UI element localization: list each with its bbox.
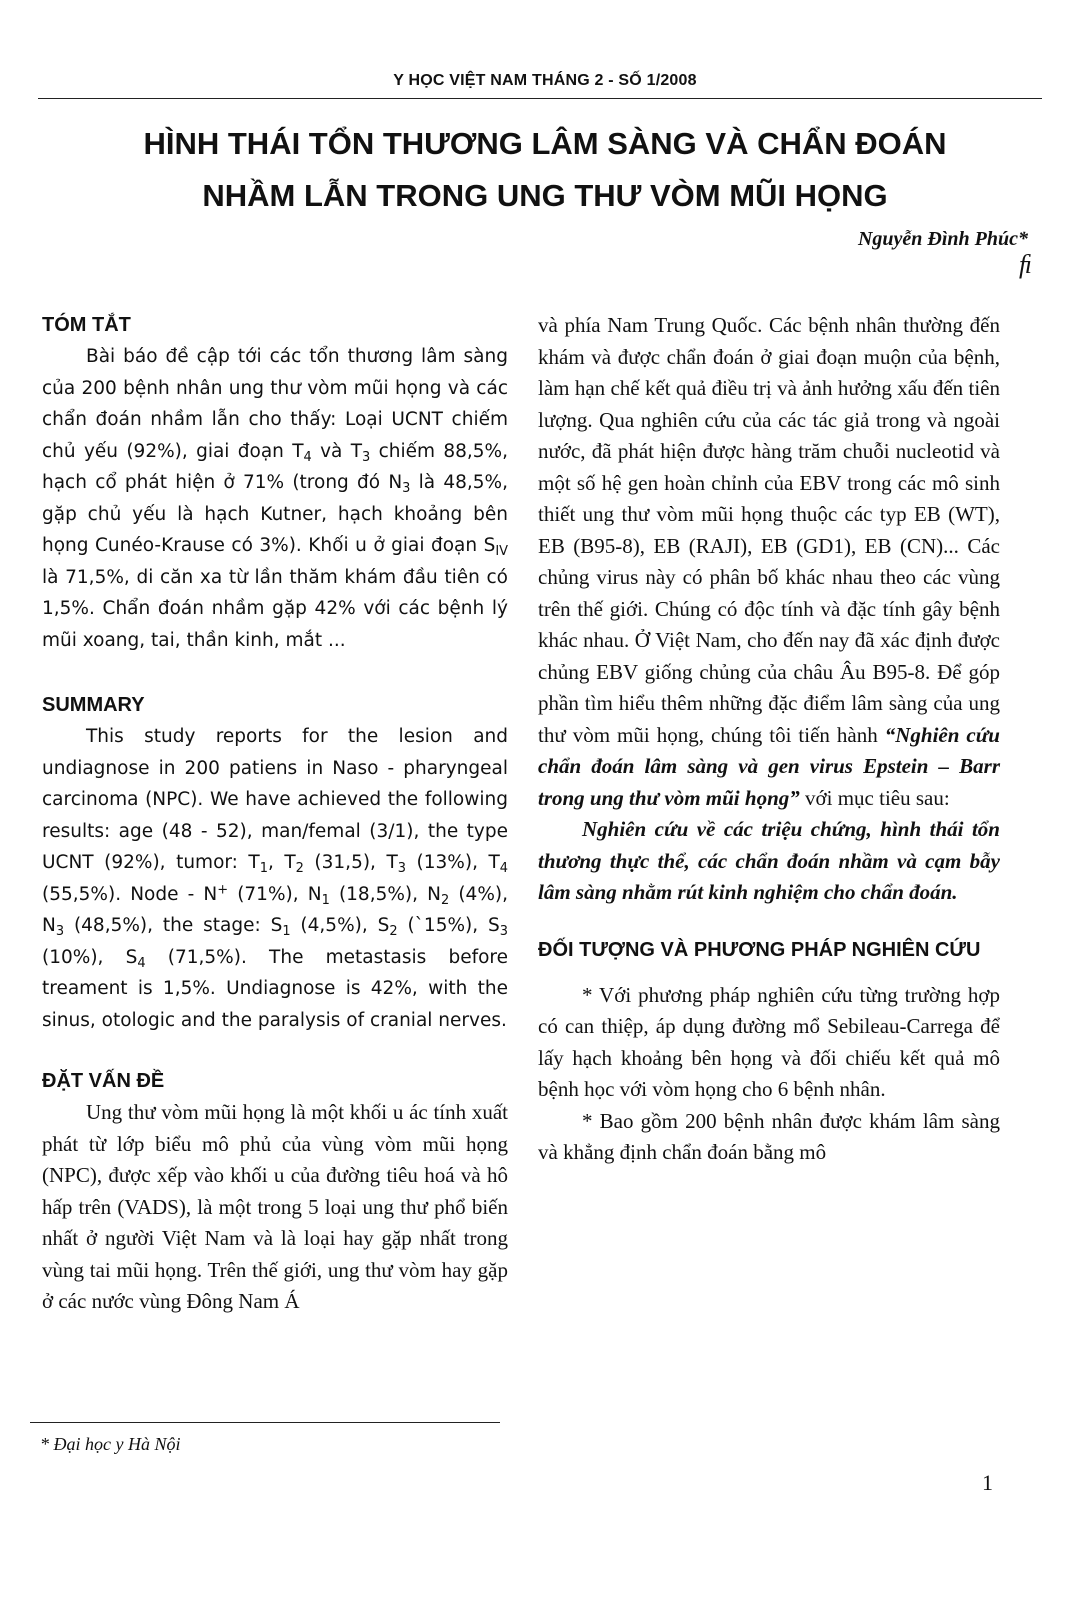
title-line-2: NHẦM LẪN TRONG UNG THƯ VÒM MŨI HỌNG (202, 178, 888, 213)
handwritten-signature: ﬁ (1019, 250, 1032, 279)
footnote-rule (30, 1422, 500, 1423)
study-objective: Nghiên cứu về các triệu chứng, hình thái tổn thương thực thể, các chẩn đoán nhầm và cạm bẫy lâm sàng nhằm rút kinh nghiệm cho chẩn đoán. (538, 817, 1000, 904)
study-title: “Nghiên cứu chẩn đoán lâm sàng và gen virus Epstein – Barr trong ung thư vòm mũi họng” (538, 722, 1000, 810)
summary-heading: SUMMARY (42, 694, 145, 716)
page-number: 1 (982, 1470, 993, 1495)
abstract-vn-heading: TÓM TẮT (42, 314, 131, 336)
methods-paragraph-1: * Với phương pháp nghiên cứu từng trường hợp có can thiệp, áp dụng đường mổ Sebileau-Carrega để lấy hạch khoảng bên họng và đối chiếu kết quả mô bệnh học với vòm họng cho 6 bệnh nhân. (538, 982, 1000, 1101)
methods-paragraph-2: * Bao gồm 200 bệnh nhân được khám lâm sàng và khẳng định chẩn đoán bằng mô (538, 1108, 1000, 1164)
intro-paragraph: Ung thư vòm mũi họng là một khối u ác tính xuất phát từ lớp biểu mô phủ của vùng vòm mũi họng (NPC), được xếp vào khối u của đường tiêu hoá và hô hấp trên (VADS), là một trong 5 loại ung thư phổ biến nhất ở người Việt Nam và là loại hay gặp nhất trong vùng tai mũi họng. Trên thế giới, ung thư vòm hay gặp ở các nước vùng Đông Nam Á (42, 1100, 508, 1313)
abstract-vn-text: Bài báo đề cập tới các tổn thương lâm sàng của 200 bệnh nhân ung thư vòm mũi họng và các chẩn đoán nhầm lẫn cho thấy: Loại UCNT chiếm chủ yếu (92%), giai đoạn $T_4$ và $T_3$ chiếm 88,5%, hạch cổ phát hiện ở 71% (trong đó $N_3$ là 48,5%, gặp chủ yếu là hạch Kutner, hạch khoảng bên họng Cunéo-Krause có 3%). Khối u ở giai đoạn $S_{IV}$ là 71,5%, di căn xa từ lần thăm khám đầu tiên có 1,5%. Chẩn đoán nhầm gặp 42% với các bệnh lý mũi xoang, tai, thần kinh, mắt ... (42, 346, 509, 651)
left-column (42, 310, 508, 1318)
author-name: Nguyễn Đình Phúc* (857, 228, 1028, 250)
journal-header: Y HỌC VIỆT NAM THÁNG 2 - SỐ 1/2008 (393, 72, 697, 89)
title-line-1: HÌNH THÁI TỔN THƯƠNG LÂM SÀNG VÀ CHẨN ĐOÁN (143, 126, 947, 161)
article-title (0, 118, 1090, 222)
header-rule (38, 98, 1042, 99)
footnote-affiliation: * Đại học y Hà Nội (40, 1434, 181, 1454)
summary-text: This study reports for the lesion and undiagnose in 200 patiens in Naso - pharyngeal carcinoma (NPC). We have achieved the following results: age (48 - 52), man/femal (3/1), the type UCNT (92%), tumor: $T_1$, $T_2$ (31,5), $T_3$ (13%), $T_4$ (55,5%). Node - N+ (71%), $N_1$ (18,5%), $N_2$ (4%), $N_3$ (48,5%), the stage: $S_1$ (4,5%), $S_2$ (`15%), $S_3$ (10%), $S_4$ (71,5%). The metastasis before treament is 1,5%. Undiagnose is 42%, with the sinus, otologic and the paralysis of cranial nerves. (42, 726, 509, 1031)
intro-paragraph-continued: và phía Nam Trung Quốc. Các bệnh nhân thường đến khám và được chẩn đoán ở giai đoạn muộn của bệnh, làm hạn chế kết quả điều trị và ảnh hưởng xấu đến tiên lượng. Qua nghiên cứu của các tác giả trong và ngoài nước, đã phát hiện được hàng trăm chuỗi nucleotid và một số hệ gen hoàn chỉnh của EBV trong các mô sinh thiết ung thư vòm mũi họng thuộc các typ EB (WT), EB (B95-8), EB (RAJI), EB (GD1), EB (CN)... Các chủng virus này có phân bố khác nhau theo các vùng trên thế giới. Chúng có độc tính và đặc tính gây bệnh khác nhau. Ở Việt Nam, cho đến nay đã xác định được chủng EBV giống chủng của châu Âu B95-8. Để góp phần tìm hiểu thêm những đặc điểm lâm sàng của ung thư vòm mũi họng, chúng tôi tiến hành “Nghiên cứu chẩn đoán lâm sàng và gen virus Epstein – Barr trong ung thư vòm mũi họng” với mục tiêu sau: (538, 313, 1000, 810)
intro-heading: ĐẶT VẤN ĐỀ (42, 1070, 165, 1092)
right-column (538, 310, 1000, 1169)
methods-heading: ĐỐI TƯỢNG VÀ PHƯƠNG PHÁP NGHIÊN CỨU (538, 938, 981, 961)
